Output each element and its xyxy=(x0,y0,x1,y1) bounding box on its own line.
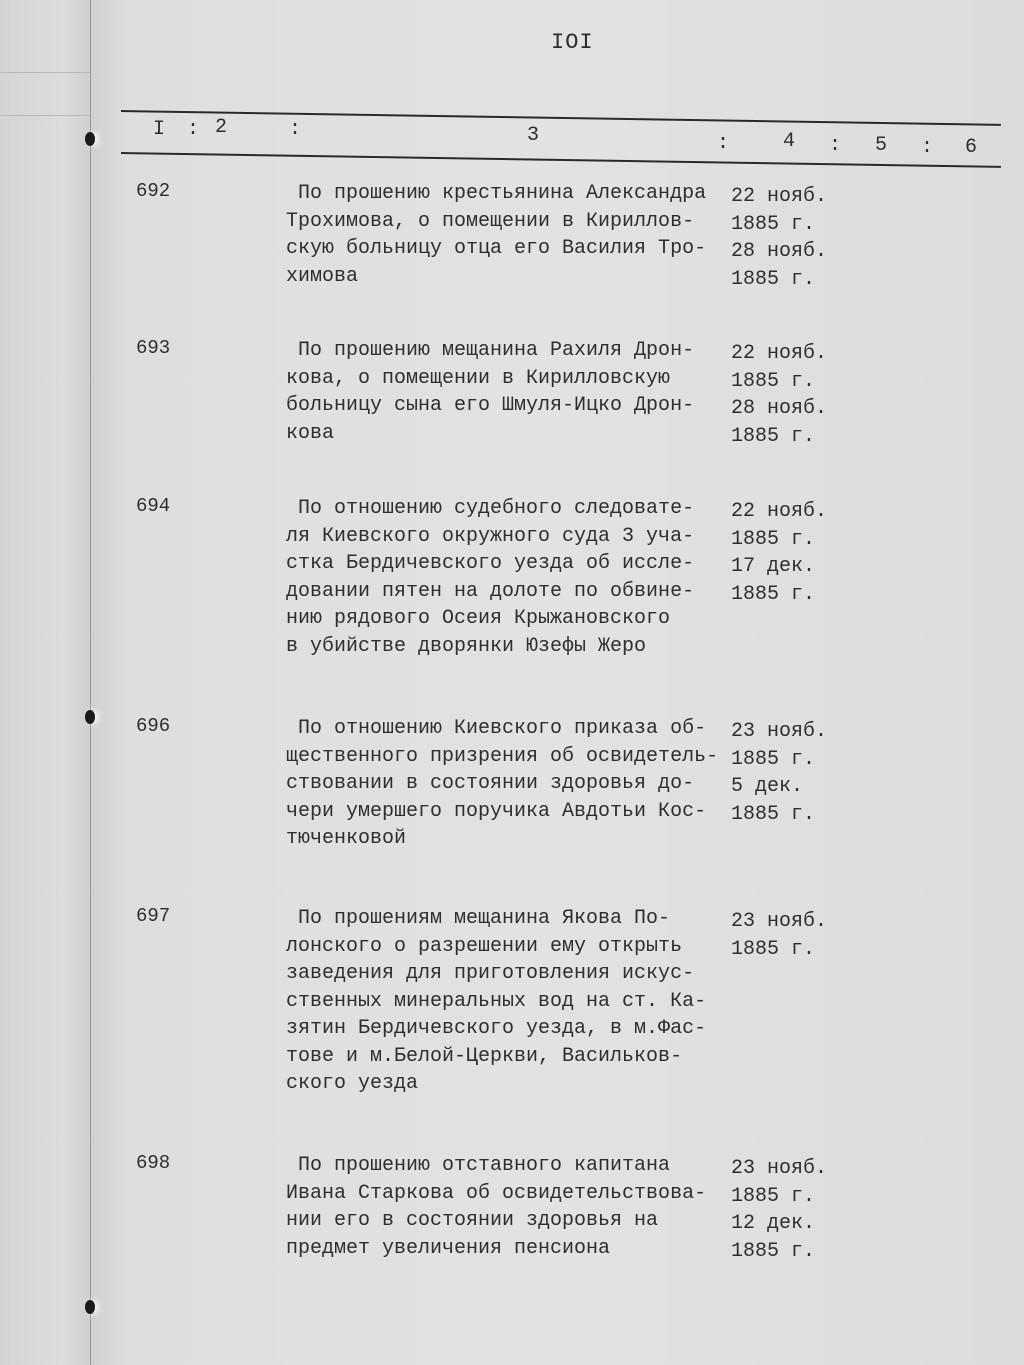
entry-description xyxy=(286,1152,706,1262)
text-line: кова xyxy=(286,421,335,445)
text-line: нии его в состоянии здоровья на xyxy=(286,1209,659,1232)
column-header-5: 5 xyxy=(875,134,888,157)
text-line: По прошению крестьянина Александра xyxy=(286,182,707,205)
ghost-rule xyxy=(0,115,90,116)
text-line: По отношению судебного следовате- xyxy=(286,497,695,520)
text-line: ля Киевского окружного суда 3 уча- xyxy=(286,524,695,548)
date-line: 1885 г. xyxy=(731,424,816,448)
date-line: 23 нояб. xyxy=(731,1157,828,1180)
page-number: IOI xyxy=(551,30,594,55)
date-line: 1885 г. xyxy=(731,267,816,291)
text-line: По прошению мещанина Рахиля Дрон- xyxy=(286,339,695,362)
date-line: 23 нояб. xyxy=(731,910,828,933)
date-line: 1885 г. xyxy=(731,1239,816,1263)
column-header-1: I xyxy=(153,118,166,141)
binding-hole-icon xyxy=(85,132,95,146)
text-line: заведения для приготовления искус- xyxy=(286,962,695,985)
binding-hole-icon xyxy=(85,1300,95,1314)
entry-number: 697 xyxy=(136,905,171,927)
date-line: 1885 г. xyxy=(731,527,816,551)
entry-dates xyxy=(731,1155,827,1265)
entry-number: 692 xyxy=(136,180,171,202)
text-line: щественного призрения об освидетель- xyxy=(286,744,719,768)
date-line: 28 нояб. xyxy=(731,397,828,420)
date-line: 22 нояб. xyxy=(731,500,828,523)
date-line: 22 нояб. xyxy=(731,342,828,365)
date-line: 1885 г. xyxy=(731,582,816,606)
text-line: тюченковой xyxy=(286,827,407,850)
text-line: ского уезда xyxy=(286,1072,419,1095)
entry-dates xyxy=(731,340,827,450)
entry-description xyxy=(286,715,718,853)
entry-number: 698 xyxy=(136,1152,171,1174)
date-line: 1885 г. xyxy=(731,937,816,961)
text-line: химова xyxy=(286,264,359,288)
column-header-3: 3 xyxy=(527,124,540,147)
entry-dates xyxy=(731,718,827,828)
date-line: 1885 г. xyxy=(731,747,816,771)
binding-hole-icon xyxy=(85,710,95,724)
ghost-rule xyxy=(0,72,90,73)
previous-page-edge xyxy=(0,0,90,1365)
entry-description xyxy=(286,180,706,290)
date-line: 17 дек. xyxy=(731,555,816,578)
text-line: больницу сына его Шмуля-Ицко Дрон- xyxy=(286,394,695,417)
text-line: тове и м.Белой-Церкви, Васильков- xyxy=(286,1044,683,1068)
column-separator: : xyxy=(187,118,200,141)
column-separator: : xyxy=(289,118,302,141)
date-line: 23 нояб. xyxy=(731,720,828,743)
column-header-6: 6 xyxy=(965,136,978,159)
date-line: 1885 г. xyxy=(731,212,816,236)
text-line: По отношению Киевского приказа об- xyxy=(286,717,707,740)
entry-number: 696 xyxy=(136,715,171,737)
column-header-2: 2 xyxy=(215,116,228,139)
text-line: предмет увеличения пенсиона xyxy=(286,1236,611,1260)
text-line: По прошению отставного капитана xyxy=(286,1154,671,1177)
entry-number: 694 xyxy=(136,495,171,517)
text-line: стка Бердичевского уезда об иссле- xyxy=(286,552,695,575)
text-line: Ивана Старкова об освидетельствова- xyxy=(286,1181,707,1205)
entry-dates xyxy=(731,183,827,293)
header-rule-bottom xyxy=(121,152,1001,168)
text-line: ствовании в состоянии здоровья до- xyxy=(286,772,695,795)
entry-description xyxy=(286,495,694,660)
entry-description xyxy=(286,905,706,1098)
column-separator: : xyxy=(717,132,730,155)
text-line: Трохимова, о помещении в Кириллов- xyxy=(286,209,695,233)
text-line: скую больницу отца его Василия Тро- xyxy=(286,237,707,260)
date-line: 22 нояб. xyxy=(731,185,828,208)
header-rule-top xyxy=(121,110,1001,126)
column-separator: : xyxy=(829,134,842,157)
date-line: 1885 г. xyxy=(731,802,816,826)
date-line: 1885 г. xyxy=(731,369,816,393)
entry-number: 693 xyxy=(136,337,171,359)
entry-description xyxy=(286,337,694,447)
text-line: зятин Бердичевского уезда, в м.Фас- xyxy=(286,1017,707,1040)
entry-dates xyxy=(731,498,827,608)
text-line: ственных минеральных вод на ст. Ка- xyxy=(286,989,707,1013)
text-line: кова, о помещении в Кирилловскую xyxy=(286,366,671,390)
document-page xyxy=(90,0,1024,1365)
entry-dates xyxy=(731,908,827,963)
date-line: 12 дек. xyxy=(731,1212,816,1235)
date-line: 28 нояб. xyxy=(731,240,828,263)
date-line: 1885 г. xyxy=(731,1184,816,1208)
column-header-4: 4 xyxy=(783,130,796,153)
text-line: лонского о разрешении ему открыть xyxy=(286,934,683,958)
text-line: нию рядового Осеия Крыжановского xyxy=(286,607,671,630)
column-separator: : xyxy=(921,136,934,159)
text-line: в убийстве дворянки Юзефы Жеро xyxy=(286,634,647,658)
text-line: довании пятен на долоте по обвине- xyxy=(286,579,695,603)
text-line: По прошениям мещанина Якова По- xyxy=(286,907,671,930)
date-line: 5 дек. xyxy=(731,775,804,798)
text-line: чери умершего поручика Авдотьи Кос- xyxy=(286,799,707,823)
